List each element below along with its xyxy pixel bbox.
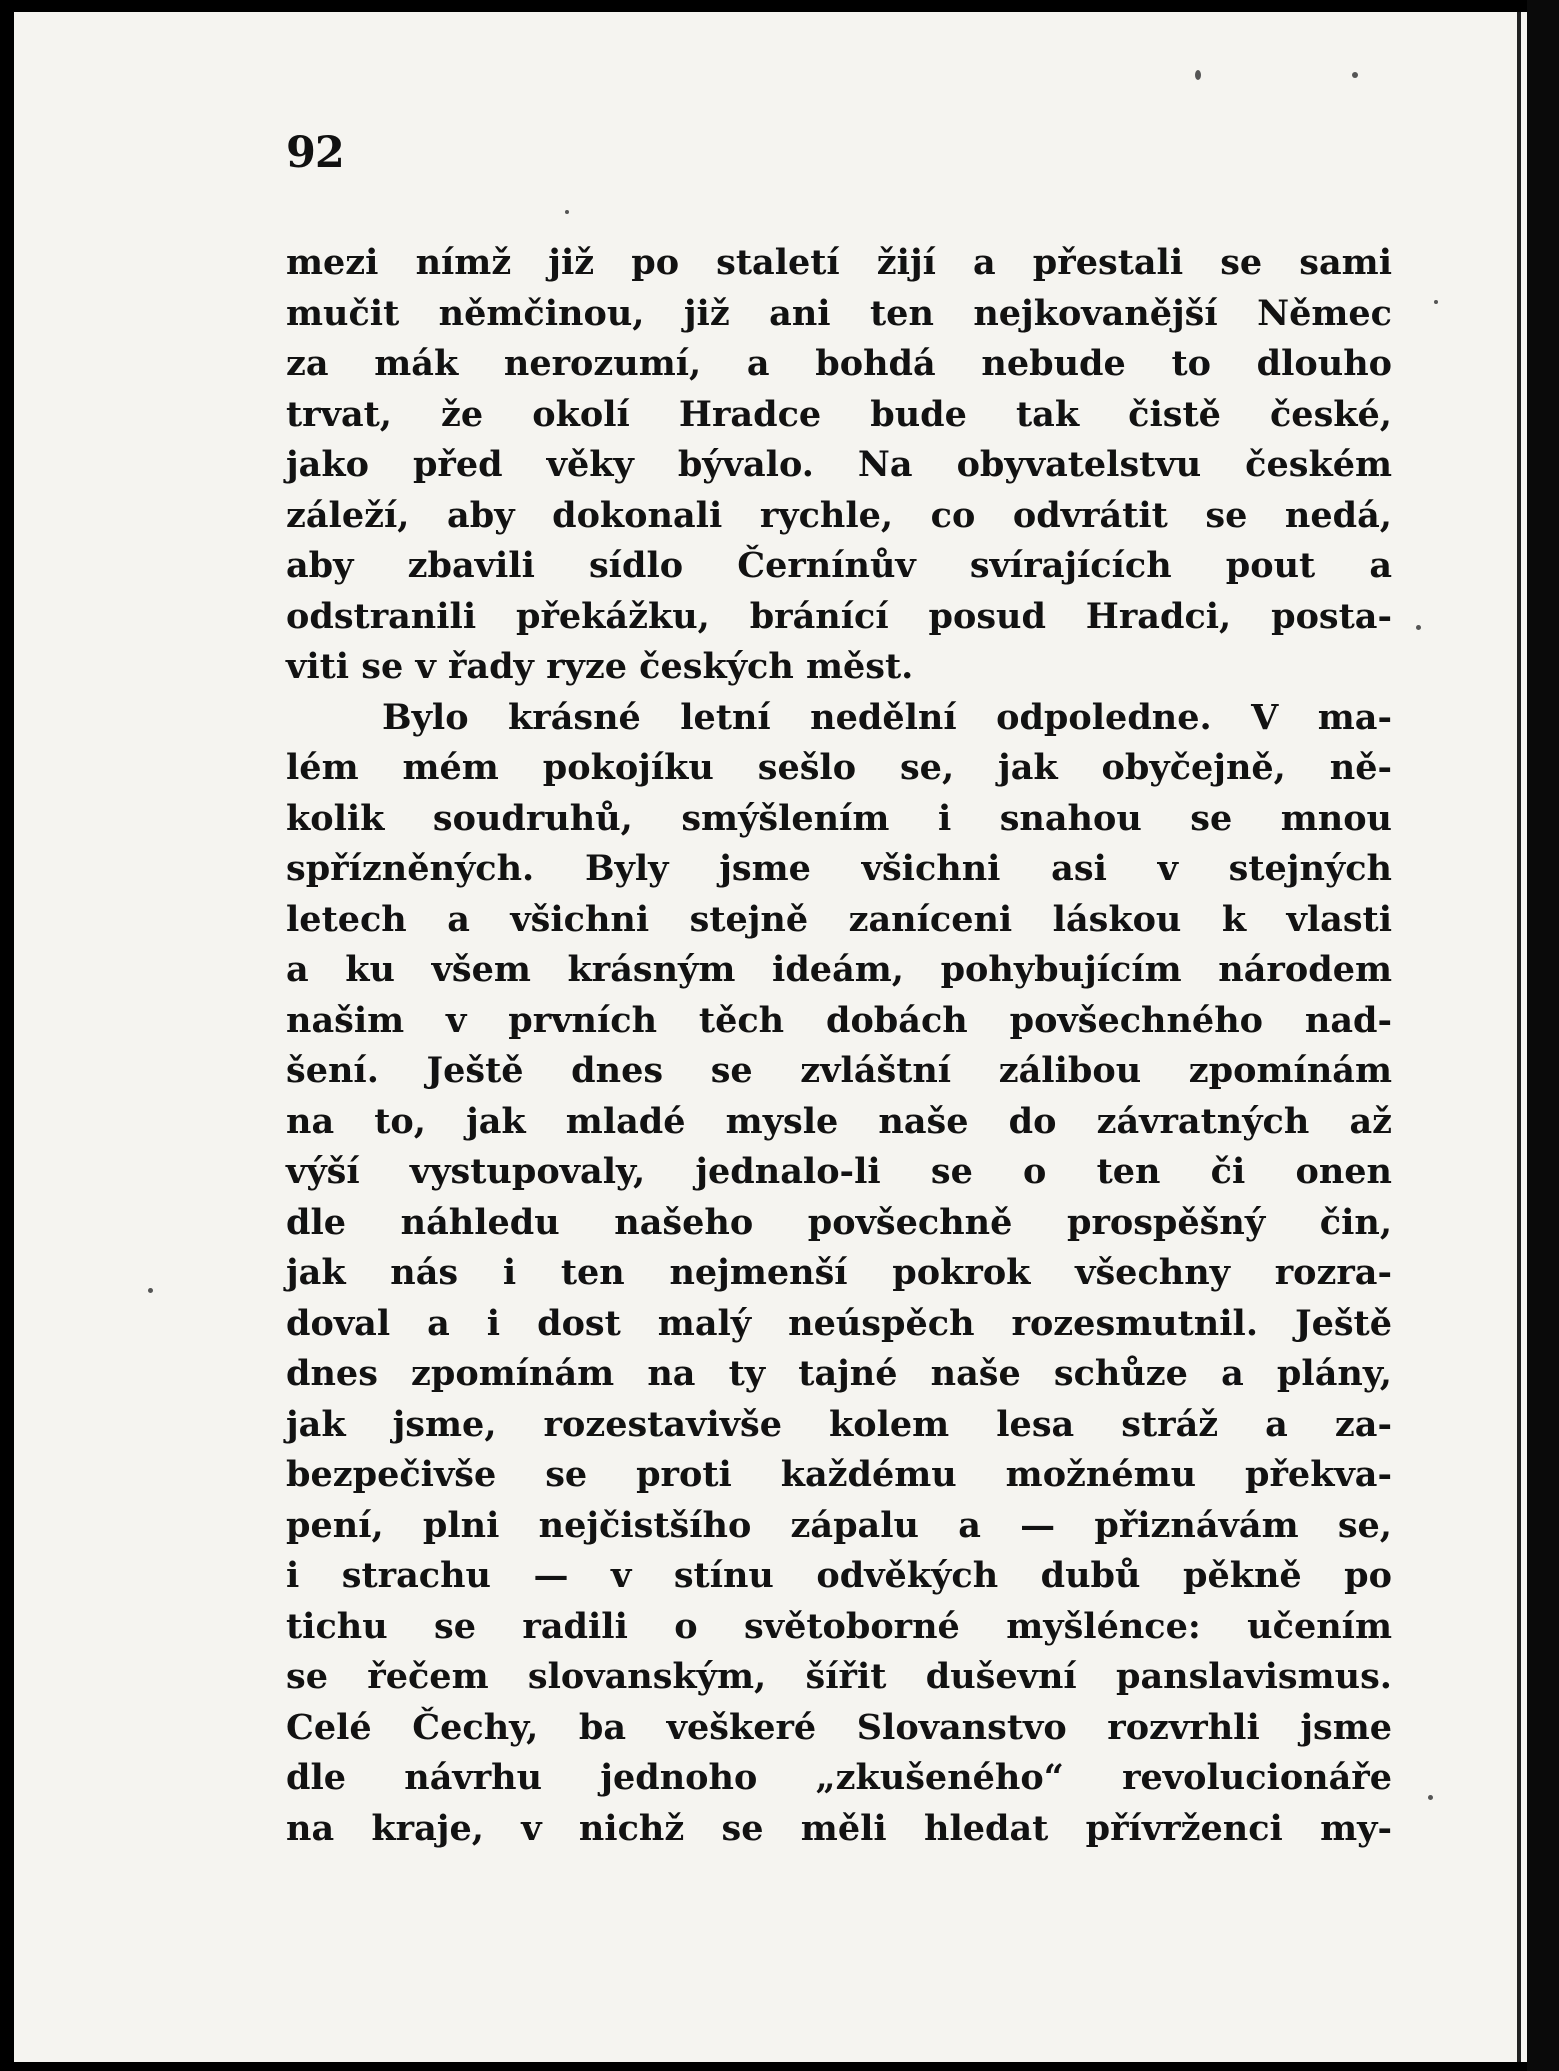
text-line: výší vystupovaly, jednalo-li se o ten či onen bbox=[286, 1151, 1392, 1192]
text-line: doval a i dost malý neúspěch rozesmutnil. Ještě bbox=[286, 1302, 1392, 1344]
text-line: i strachu — v stínu odvěkých dubů pěkně po bbox=[286, 1555, 1392, 1596]
text-line: jak nás i ten nejmenší pokrok všechny rozra- bbox=[286, 1252, 1392, 1293]
text-line: Celé Čechy, ba veškeré Slovanstvo rozvrhli jsme bbox=[286, 1706, 1392, 1748]
text-line: pení, plni nejčistšího zápalu a — přiznávám se, bbox=[286, 1504, 1392, 1546]
text-line: za mák nerozumí, a bohdá nebude to dlouho bbox=[286, 343, 1392, 384]
text-line: mučit němčinou, již ani ten nejkovanější Němec bbox=[286, 292, 1392, 334]
text-line: odstranili překážku, bránící posud Hradci, posta- bbox=[286, 595, 1392, 637]
text-line: jako před věky bývalo. Na obyvatelstvu českém bbox=[286, 444, 1392, 485]
page-edge-shadow bbox=[1517, 12, 1521, 2062]
scan-speck bbox=[1195, 70, 1201, 80]
text-line: na to, jak mladé mysle naše do závratných až bbox=[286, 1100, 1392, 1142]
text-line: dnes zpomínám na ty tajné naše schůze a plány, bbox=[286, 1353, 1392, 1394]
text-line: šení. Ještě dnes se zvláštní zálibou zpomínám bbox=[286, 1050, 1392, 1091]
text-line: jak jsme, rozestavivše kolem lesa stráž a za- bbox=[286, 1403, 1392, 1445]
scan-speck bbox=[1428, 1795, 1433, 1800]
text-line: na kraje, v nichž se měli hledat přívrženci my- bbox=[286, 1807, 1392, 1849]
body-text bbox=[286, 238, 1392, 1854]
text-line: letech a všichni stejně zaníceni láskou k vlasti bbox=[286, 898, 1392, 940]
text-line: Bylo krásné letní nedělní odpoledne. V ma- bbox=[382, 696, 1392, 738]
text-line: tichu se radili o světoborné myšlénce: učením bbox=[286, 1605, 1392, 1647]
text-line: dle náhledu našeho povšechně prospěšný čin, bbox=[286, 1201, 1392, 1243]
text-line: viti se v řady ryze českých měst. bbox=[286, 646, 914, 687]
scan-border bbox=[1527, 0, 1559, 2071]
text-line: mezi nímž již po staletí žijí a přestali se sami bbox=[286, 242, 1392, 283]
scan-speck bbox=[1434, 300, 1438, 304]
text-line: kolik soudruhů, smýšlením i snahou se mnou bbox=[286, 797, 1392, 839]
scan-speck bbox=[1416, 625, 1421, 630]
text-line: lém mém pokojíku sešlo se, jak obyčejně, ně- bbox=[286, 747, 1392, 788]
text-line: bezpečivše se proti každému možnému překva- bbox=[286, 1454, 1392, 1495]
text-line: spřízněných. Byly jsme všichni asi v stejných bbox=[286, 848, 1392, 889]
text-line: našim v prvních těch dobách povšechného nad- bbox=[286, 999, 1392, 1041]
scan-speck bbox=[148, 1288, 153, 1293]
text-line: se řečem slovanským, šířit duševní panslavismus. bbox=[286, 1656, 1392, 1697]
scan-speck bbox=[1352, 72, 1358, 78]
text-line: trvat, že okolí Hradce bude tak čistě české, bbox=[286, 393, 1392, 435]
page-number: 92 bbox=[286, 128, 344, 178]
text-line: a ku všem krásným ideám, pohybujícím národem bbox=[286, 949, 1392, 990]
text-line: aby zbavili sídlo Černínův svírajících pout a bbox=[286, 545, 1392, 586]
scan-speck bbox=[565, 210, 569, 214]
text-line: dle návrhu jednoho „zkušeného“ revolucionáře bbox=[286, 1757, 1392, 1798]
text-line: záleží, aby dokonali rychle, co odvrátit se nedá, bbox=[286, 494, 1392, 536]
